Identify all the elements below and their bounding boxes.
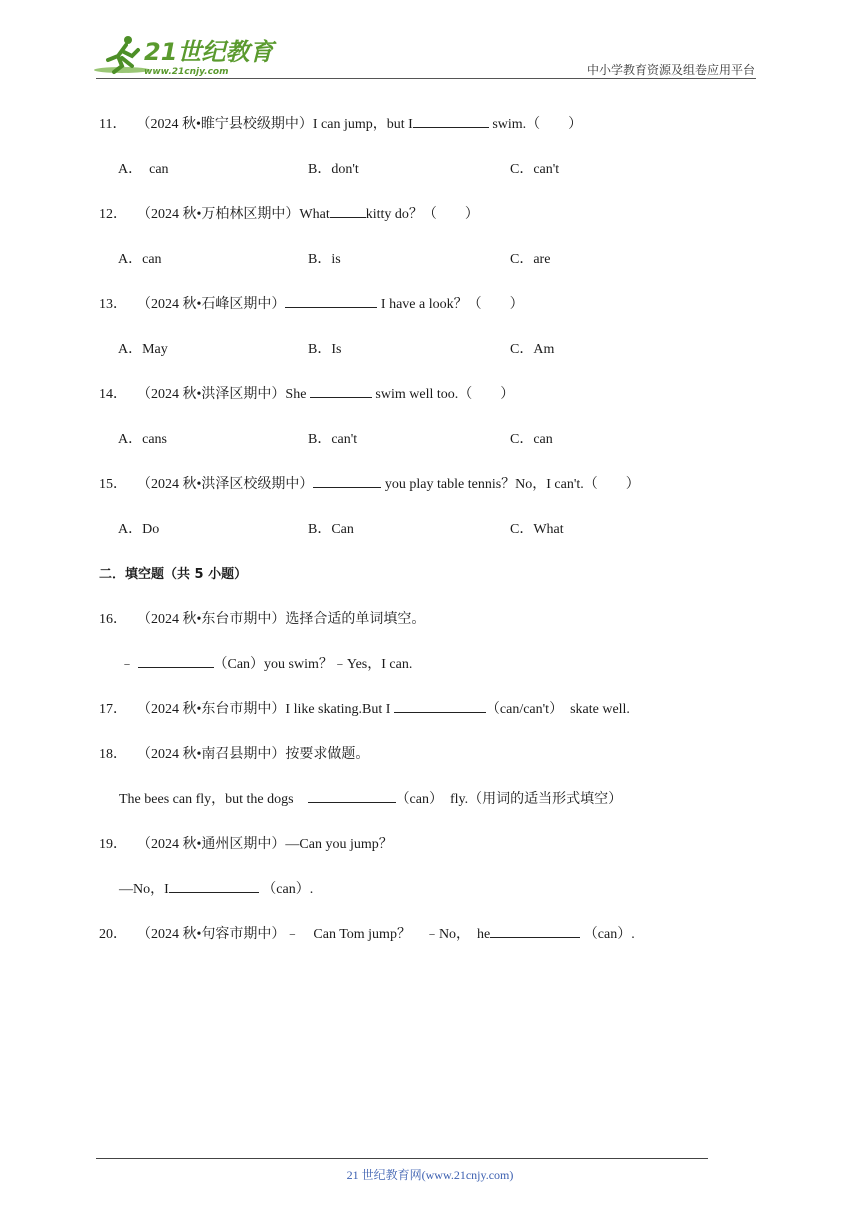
question-19-line2: —No，I （can）.: [119, 878, 313, 898]
site-logo: [92, 34, 274, 78]
option-c[interactable]: C．are: [510, 252, 551, 267]
answer-blank[interactable]: [138, 654, 214, 668]
option-c[interactable]: C．Am: [510, 342, 555, 357]
option-b[interactable]: B．Is: [308, 342, 342, 357]
answer-blank[interactable]: [394, 699, 486, 713]
answer-blank[interactable]: [169, 879, 259, 893]
logo-url: www.21cnjy.com: [144, 67, 229, 77]
option-b[interactable]: B．Can: [308, 522, 354, 537]
option-c[interactable]: C．can: [510, 432, 553, 447]
option-b[interactable]: B．don't: [308, 162, 359, 177]
question-11: 11． （2024 秋•睢宁县校级期中）I can jump，but I swim.（ ）: [99, 113, 582, 133]
option-b[interactable]: B．can't: [308, 432, 358, 447]
question-13: 13． （2024 秋•石峰区期中） I have a look？（ ）: [99, 293, 524, 313]
question-19: 19． （2024 秋•通州区期中）—Can you jump？: [99, 837, 393, 852]
option-a[interactable]: A．cans: [118, 432, 167, 447]
runner-logo-icon: [92, 34, 274, 78]
answer-blank[interactable]: [330, 204, 366, 218]
footer-link[interactable]: 21 世纪教育网(www.21cnjy.com): [346, 1168, 514, 1182]
question-18-line2: The bees can fly，but the dogs （can） fly.（用词的适当形式填空）: [119, 788, 622, 808]
option-a[interactable]: A．can: [118, 252, 162, 267]
option-a[interactable]: A． can: [118, 162, 169, 177]
header-divider: [96, 78, 756, 79]
answer-blank[interactable]: [490, 924, 580, 938]
option-c[interactable]: C．can't: [510, 162, 560, 177]
option-c[interactable]: C．What: [510, 522, 564, 537]
answer-blank[interactable]: [413, 114, 489, 128]
question-20: 20． （2024 秋•句容市期中）﹣ Can Tom jump？ ﹣No， he （can）.: [99, 923, 635, 943]
option-a[interactable]: A．Do: [118, 522, 160, 537]
question-15: 15． （2024 秋•洪泽区校级期中） you play table tennis？No，I can't.（ ）: [99, 473, 640, 493]
option-b[interactable]: B．is: [308, 252, 341, 267]
question-16-line2: ﹣ （Can）you swim？﹣Yes，I can.: [120, 653, 412, 673]
logo-text: 21世纪教育: [144, 38, 274, 66]
answer-blank[interactable]: [310, 384, 372, 398]
question-17: 17． （2024 秋•东台市期中）I like skating.But I （can/can't） skate well.: [99, 698, 630, 718]
question-16: 16． （2024 秋•东台市期中）选择合适的单词填空。: [99, 612, 426, 627]
answer-blank[interactable]: [313, 474, 381, 488]
section-title: 二．填空题（共 5 小题）: [99, 567, 248, 582]
option-a[interactable]: A．May: [118, 342, 168, 357]
footer-divider: [96, 1158, 708, 1159]
answer-blank[interactable]: [285, 294, 377, 308]
answer-blank[interactable]: [308, 789, 396, 803]
question-14: 14． （2024 秋•洪泽区期中）She swim well too.（ ）: [99, 383, 514, 403]
header-platform-name: 中小学教育资源及组卷应用平台: [586, 63, 755, 77]
question-18: 18． （2024 秋•南召县期中）按要求做题。: [99, 747, 370, 762]
question-12: 12． （2024 秋•万柏林区期中）What kitty do？（ ）: [99, 203, 479, 223]
